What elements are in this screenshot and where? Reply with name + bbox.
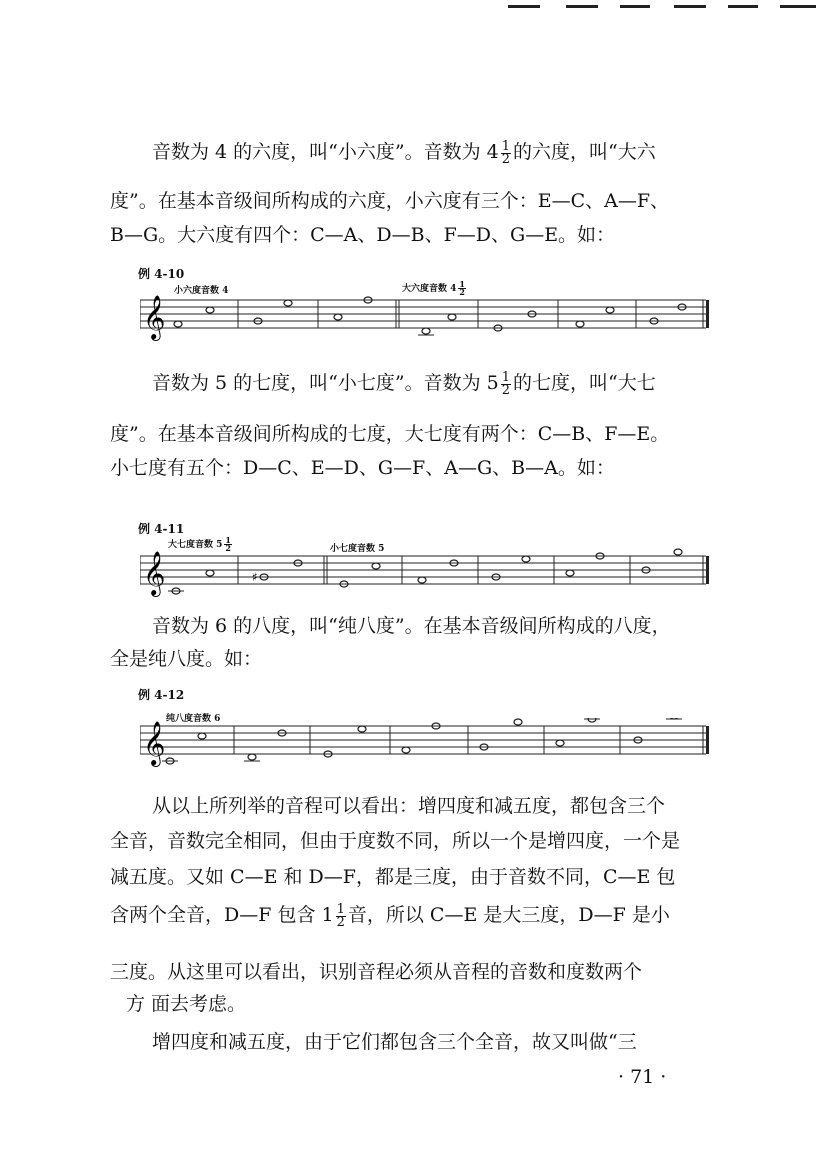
example-4-10-annotation-major-text: 大六度音数 4 bbox=[402, 284, 457, 294]
para2-line2: 度”。在基本音级间所构成的七度，大七度有两个：C—B、F—E。 bbox=[110, 423, 670, 445]
example-4-11-annotation-minor: 小七度音数 5 bbox=[330, 544, 385, 554]
svg-text:𝄞: 𝄞 bbox=[143, 721, 166, 765]
example-4-10-frac-den: 2 bbox=[459, 287, 465, 297]
example-4-12-annotation: 纯八度音数 6 bbox=[166, 714, 221, 724]
para5-line1: 增四度和减五度，由于它们都包含三个全音，故又叫做“三 bbox=[152, 1031, 637, 1053]
para4-line4-b: 音，所以 C—E 是大三度，D—F 是小 bbox=[347, 904, 670, 926]
example-4-11-annotation-major-text: 大七度音数 5 bbox=[168, 540, 223, 550]
para4-line1: 从以上所列举的音程可以看出：增四度和减五度，都包含三个 bbox=[152, 795, 666, 817]
para2-frac-den: 2 bbox=[501, 382, 511, 398]
para4-line4-a: 含两个全音，D—F 包含 1 bbox=[110, 904, 334, 926]
para2-line1 bbox=[152, 370, 656, 397]
example-4-12-label: 例 4-12 bbox=[138, 688, 185, 702]
staff-example-4-10 bbox=[140, 292, 710, 342]
para1-frac-num: 1 bbox=[501, 138, 511, 154]
staff-example-4-12 bbox=[140, 718, 710, 770]
example-4-11-label: 例 4-11 bbox=[138, 522, 185, 536]
para1-fraction bbox=[501, 138, 511, 167]
svg-text:𝄞: 𝄞 bbox=[143, 551, 166, 595]
example-4-10-label: 例 4-10 bbox=[138, 267, 185, 281]
para4-line5: 三度。从这里可以看出，识别音程必须从音程的音数和度数两个 bbox=[110, 961, 643, 983]
para4-fraction bbox=[336, 901, 346, 930]
page-number: · 71 · bbox=[618, 1066, 667, 1088]
para2-line1-b: 的七度，叫“大七 bbox=[513, 372, 656, 394]
top-edge-marks bbox=[498, 0, 827, 10]
svg-text:♯: ♯ bbox=[252, 570, 258, 584]
para2-line1-a: 音数为 5 的七度，叫“小七度”。音数为 5 bbox=[152, 372, 499, 394]
para1-line1-a: 音数为 4 的六度，叫“小六度”。音数为 4 bbox=[152, 141, 499, 163]
para2-line3: 小七度有五个：D—C、E—D、G—F、A—G、B—A。如： bbox=[110, 457, 615, 479]
para1-line1 bbox=[152, 139, 656, 166]
example-4-11-frac-den: 2 bbox=[225, 543, 231, 553]
para1-line2: 度”。在基本音级间所构成的六度，小六度有三个：E—C、A—F、 bbox=[110, 190, 670, 212]
para3-line2: 全是纯八度。如： bbox=[110, 648, 263, 670]
para1-line1-b: 的六度，叫“大六 bbox=[513, 141, 656, 163]
staff-example-4-11 bbox=[140, 548, 710, 600]
para3-line1: 音数为 6 的八度，叫“纯八度”。在基本音级间所构成的八度， bbox=[152, 615, 671, 637]
para2-frac-num: 1 bbox=[501, 369, 511, 385]
para4-frac-num: 1 bbox=[336, 901, 345, 917]
para2-fraction bbox=[501, 369, 511, 398]
para1-line3: B—G。大六度有四个：C—A、D—B、F—D、G—E。如： bbox=[110, 224, 616, 246]
para4-line6: 方 面去考虑。 bbox=[126, 993, 247, 1015]
para4-line3: 减五度。又如 C—E 和 D—F，都是三度，由于音数不同，C—E 包 bbox=[110, 866, 676, 888]
para1-frac-den: 2 bbox=[501, 151, 511, 167]
para4-line2: 全音，音数完全相同，但由于度数不同，所以一个是增四度，一个是 bbox=[110, 830, 681, 852]
example-4-10-annotation-minor: 小六度音数 4 bbox=[174, 286, 229, 296]
example-4-11-frac-num: 1 bbox=[225, 535, 231, 545]
para4-line4 bbox=[110, 902, 670, 929]
para4-frac-den: 2 bbox=[336, 914, 345, 930]
svg-text:𝄞: 𝄞 bbox=[143, 295, 166, 339]
example-4-10-frac-num: 1 bbox=[459, 279, 465, 289]
